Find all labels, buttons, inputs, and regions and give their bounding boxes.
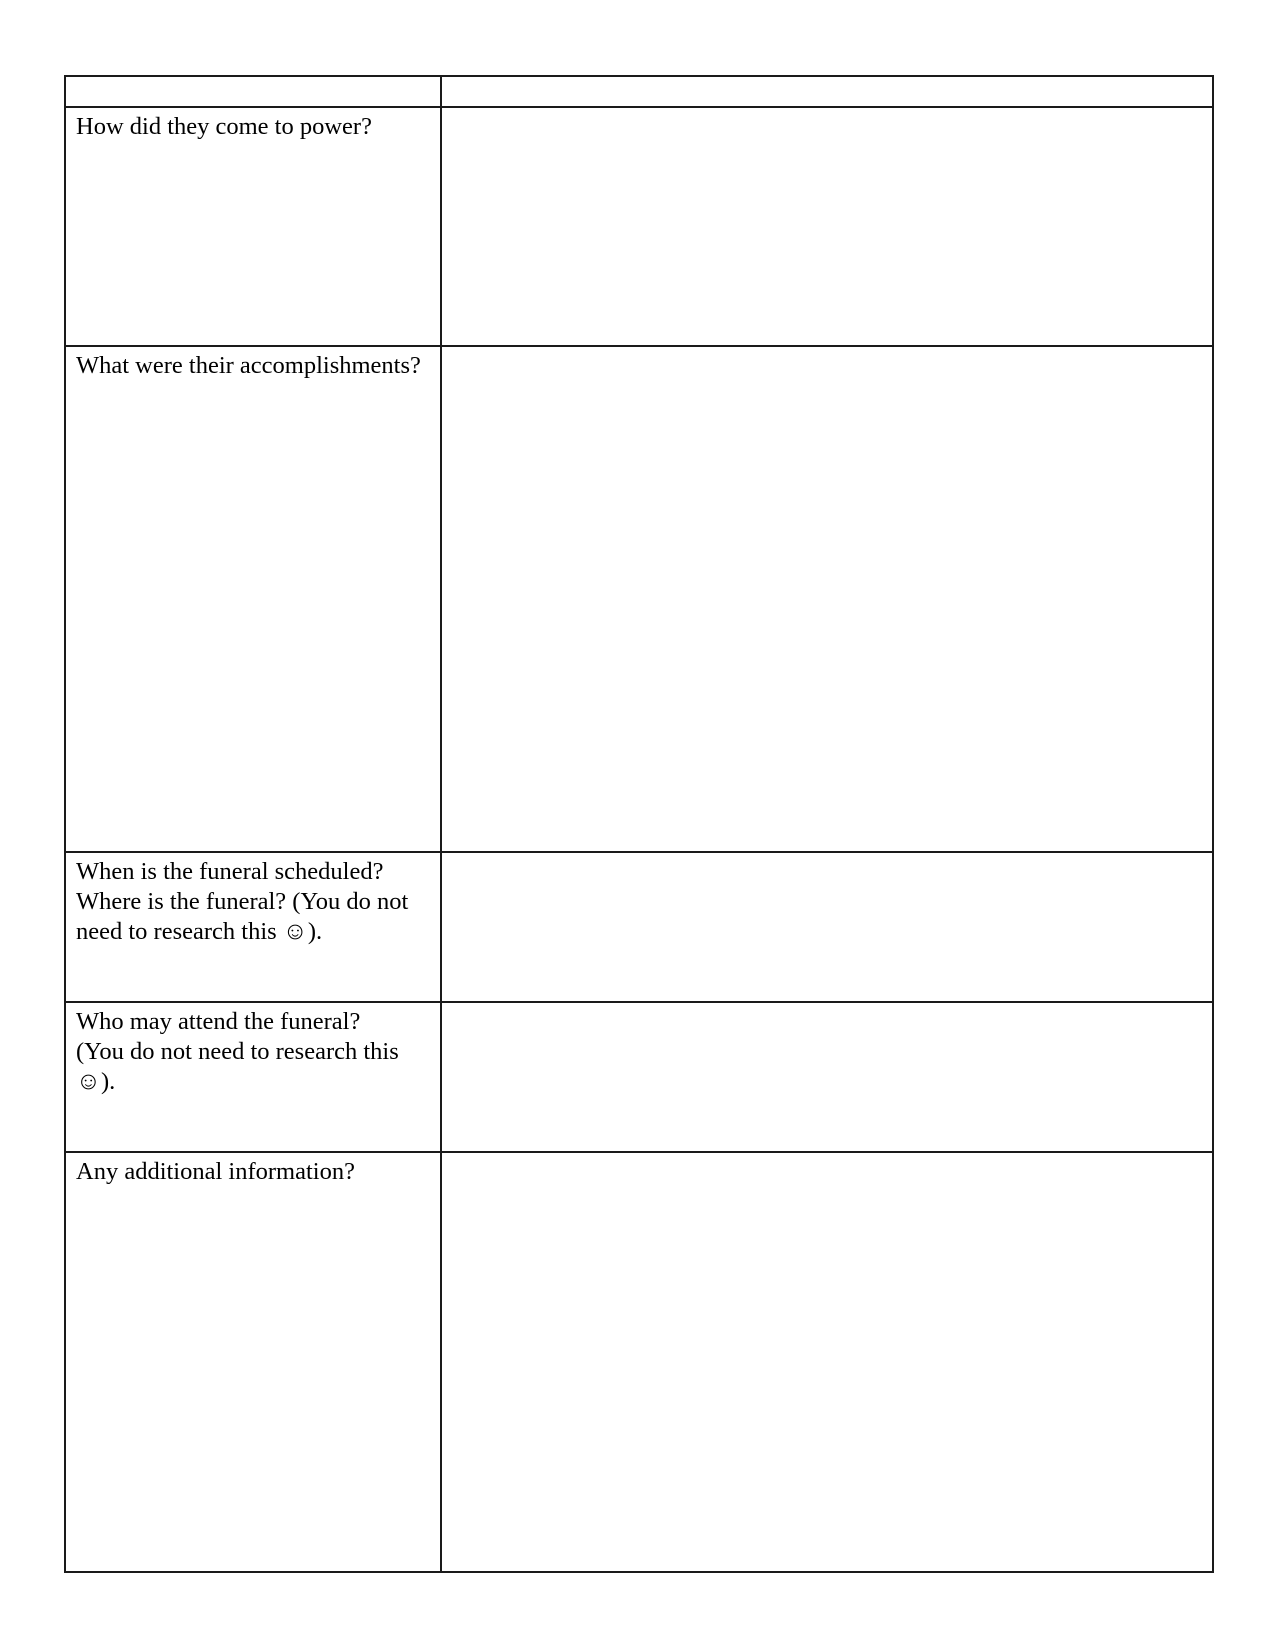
header-cell-left[interactable]	[65, 76, 441, 107]
question-label: What were their accomplishments?	[76, 352, 421, 379]
answer-text[interactable]	[442, 347, 1212, 851]
question-cell	[65, 852, 441, 1002]
question-cell	[65, 1152, 441, 1572]
question-cell	[65, 1002, 441, 1152]
row-came-to-power	[65, 107, 1213, 346]
header-cell-right[interactable]	[441, 76, 1213, 107]
answer-cell-funeral-attendance[interactable]	[441, 1002, 1213, 1152]
row-funeral-scheduled	[65, 852, 1213, 1002]
row-accomplishments	[65, 346, 1213, 852]
answer-text[interactable]	[442, 1003, 1212, 1151]
row-funeral-attendance	[65, 1002, 1213, 1152]
question-label: How did they come to power?	[76, 113, 372, 140]
question-label: When is the funeral scheduled? Where is the funeral? (You do not need to research this ☺).	[76, 858, 409, 945]
answer-cell-accomplishments[interactable]	[441, 346, 1213, 852]
answer-text[interactable]	[442, 1153, 1212, 1571]
answer-cell-came-to-power[interactable]	[441, 107, 1213, 346]
answer-cell-funeral-scheduled[interactable]	[441, 852, 1213, 1002]
question-label: Who may attend the funeral? (You do not need to research this ☺).	[76, 1008, 399, 1095]
worksheet-table	[64, 75, 1214, 1573]
row-additional-info	[65, 1152, 1213, 1572]
answer-text[interactable]	[442, 853, 1212, 1001]
header-row	[65, 76, 1213, 107]
answer-cell-additional-info[interactable]	[441, 1152, 1213, 1572]
answer-text[interactable]	[442, 108, 1212, 345]
question-cell	[65, 346, 441, 852]
question-label: Any additional information?	[76, 1158, 355, 1185]
question-cell	[65, 107, 441, 346]
